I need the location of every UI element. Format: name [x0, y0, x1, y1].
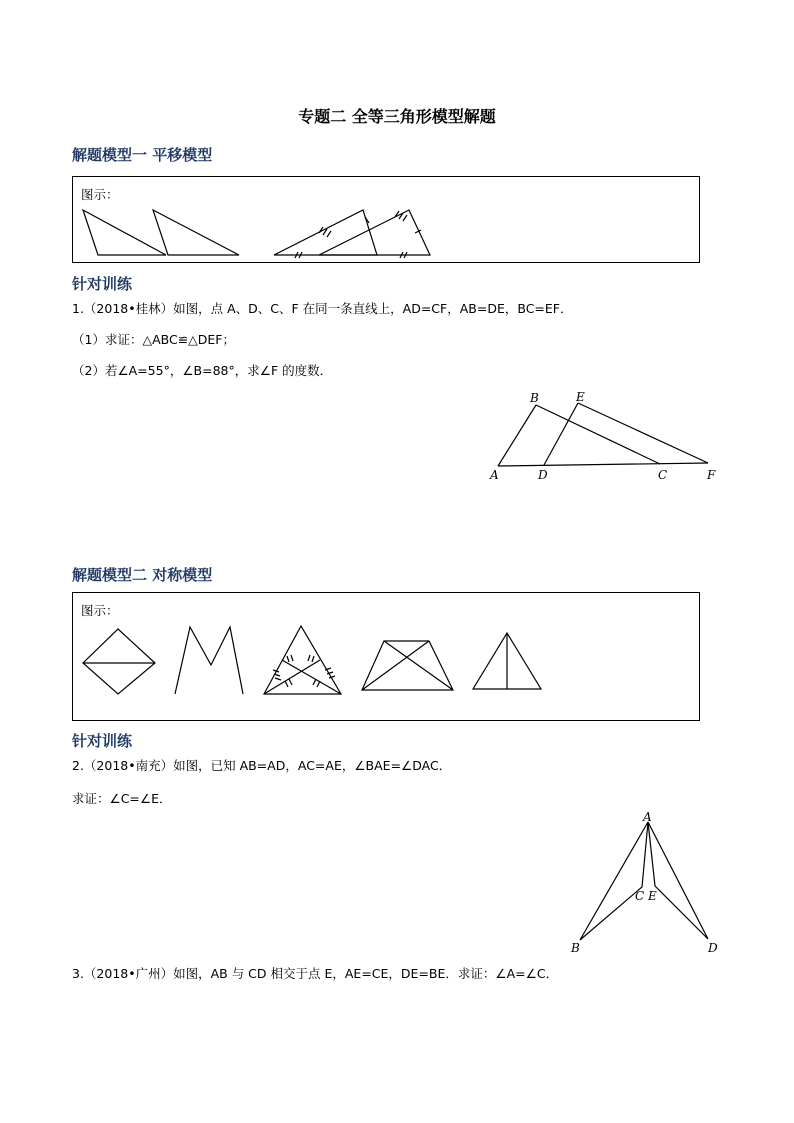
translation-model-figure-box	[72, 176, 700, 263]
triangle-left-overlap	[274, 210, 377, 255]
triangle-original	[83, 210, 166, 255]
problem-2-prove: 求证：∠C=∠E．	[72, 791, 172, 806]
translation-model-diagram	[73, 177, 699, 262]
triangle-ADE	[648, 822, 708, 939]
training-heading-2: 针对训练	[72, 732, 133, 750]
triangle-ABC	[580, 822, 648, 940]
symmetric-crossed-triangles	[362, 641, 453, 690]
label-B: B	[530, 391, 539, 405]
training-heading-1: 针对训练	[72, 275, 133, 293]
label-A: A	[643, 810, 652, 824]
label-E: E	[648, 889, 657, 903]
page-title: 专题二 全等三角形模型解题	[298, 107, 496, 126]
label-F: F	[707, 468, 716, 482]
problem-2-figure	[565, 808, 735, 958]
symmetry-model-figure-box	[72, 592, 700, 721]
problem-1-part-1: （1）求证：△ABC≌△DEF；	[72, 332, 236, 347]
segment-DE	[544, 403, 578, 465]
line-ADCF	[498, 463, 708, 466]
isosceles-with-cevians	[264, 626, 341, 694]
segment-EF	[578, 403, 708, 463]
label-D: D	[708, 941, 718, 955]
problem-1-figure	[480, 385, 730, 490]
kite-shape	[83, 629, 155, 694]
section-heading-translation: 解题模型一 平移模型	[72, 146, 213, 164]
segment-AB	[498, 405, 536, 466]
figure-caption: 图示：	[81, 603, 119, 618]
triangle-translated	[153, 210, 239, 255]
problem-3-statement: 3.（2018•广州）如图，AB 与 CD 相交于点 E，AE=CE，DE=BE．求证：∠A=∠C．	[72, 966, 559, 981]
label-B: B	[571, 941, 580, 955]
segment-BC	[536, 405, 660, 464]
problem-1-statement: 1.（2018•桂林）如图，点 A、D、C、F 在同一条直线上，AD=CF，AB=DE，BC=EF．	[72, 301, 573, 316]
label-E: E	[576, 390, 585, 404]
label-C: C	[658, 468, 668, 482]
crossed-triangles	[175, 627, 243, 694]
problem-2-statement: 2.（2018•南充）如图，已知 AB=AD，AC=AE，∠BAE=∠DAC．	[72, 758, 452, 773]
problem-1-part-2: （2）若∠A=55°，∠B=88°，求∠F 的度数．	[72, 363, 333, 378]
label-C: C	[635, 889, 645, 903]
label-D: D	[538, 468, 548, 482]
symmetry-model-diagram	[73, 593, 699, 720]
section-heading-symmetry: 解题模型二 对称模型	[72, 566, 213, 584]
label-A: A	[490, 468, 499, 482]
figure-caption: 图示：	[81, 187, 119, 202]
